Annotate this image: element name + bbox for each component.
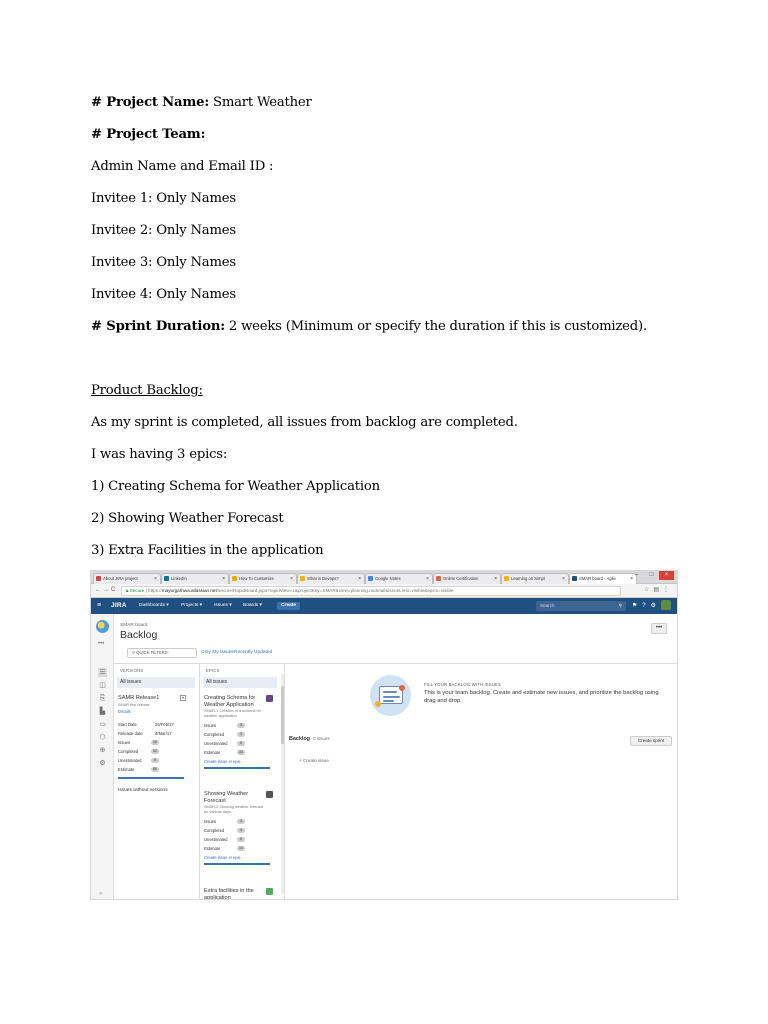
epic-title: Extra facilities in the application	[204, 888, 254, 900]
tab-label: About JIRA project	[103, 576, 138, 581]
stat-value: 4/Mar/17	[155, 731, 172, 737]
stat-label: Start Date	[118, 722, 137, 728]
sprint-duration-line	[91, 318, 647, 336]
create-issue-in-epic-link[interactable]: Create issue in epic	[204, 759, 241, 765]
more-actions-button[interactable]: •••	[651, 623, 667, 634]
stat-badge: 60	[153, 767, 157, 772]
stat-label: Unestimated	[118, 758, 142, 764]
admin-line: Admin Name and Email ID :	[91, 159, 274, 174]
jira-screenshot	[90, 570, 678, 900]
url-path: /secure/RapidBoard.jspa?rapidView=1&projectKey=SMAR&view=planning.nodetail&issueLimit=visible&epics=visible	[216, 588, 454, 593]
epic-stat-row	[204, 817, 276, 826]
tab-label: What is Devops?	[307, 576, 339, 581]
epic-progress-bar	[204, 767, 270, 769]
epics-panel	[200, 664, 285, 900]
version-stat-row	[118, 747, 196, 756]
browser-tab[interactable]	[501, 573, 569, 584]
version-stat-row	[118, 765, 196, 774]
stat-label: Unestimated	[204, 837, 228, 843]
epic-card[interactable]	[204, 695, 276, 769]
create-issue-in-epic-link[interactable]: Create issue in epic	[204, 855, 241, 861]
nav-dashboards[interactable]: Dashboards ▾	[139, 603, 169, 608]
epic-color-swatch[interactable]	[266, 791, 273, 798]
epic-stat-row	[204, 844, 276, 853]
stat-badge: 3	[237, 732, 245, 737]
all-issues-versions[interactable]: All issues	[117, 677, 195, 688]
epic-title: Showing Weather Forecast	[204, 791, 249, 804]
epic-list-item-2: 2) Showing Weather Forecast	[91, 511, 284, 526]
stat-badge: 0	[237, 741, 245, 746]
sprint-duration-value: 2 weeks (Minimum or specify the duration if this is customized).	[224, 319, 647, 334]
epic-stat-row	[204, 835, 276, 844]
tab-label: Online Certification	[443, 576, 479, 581]
epic-description: SMAR-2 Showing weather forecast for various days	[204, 805, 264, 814]
browser-tab[interactable]	[161, 573, 229, 584]
close-icon[interactable]: ×	[154, 576, 157, 582]
notifications-icon[interactable]: ⚑	[631, 603, 643, 609]
create-issue-link[interactable]: + Create issue	[299, 758, 329, 763]
epic-stat-row	[204, 730, 276, 739]
invitee-2: Invitee 2: Only Names	[91, 223, 236, 238]
tab-label: SMAR board - Agile	[579, 576, 616, 581]
gmail-icon	[96, 576, 101, 581]
lock-icon: 🔒︎	[126, 588, 130, 593]
epic-stat-row	[204, 721, 276, 730]
stat-label: Issues	[204, 723, 217, 729]
epics-header: EPICS	[206, 668, 220, 673]
epic-title: Creating Schema for Weather Application	[204, 695, 256, 708]
stat-badge: 0	[151, 758, 159, 763]
stat-label: Estimate	[118, 767, 135, 773]
window-close-icon[interactable]: ×	[659, 571, 674, 580]
epic-card[interactable]	[204, 888, 276, 900]
stat-label: Completed	[118, 749, 139, 755]
epic-color-swatch[interactable]	[266, 888, 273, 895]
version-description: SMAR first release	[118, 702, 150, 707]
stat-badge: 3	[237, 723, 245, 728]
jira-logo[interactable]: JIRA	[111, 602, 127, 609]
search-icon: ⚲	[618, 603, 622, 608]
backlog-icon[interactable]: ☰	[99, 669, 106, 676]
product-backlog-heading: Product Backlog:	[91, 383, 203, 398]
project-name-label: # Project Name:	[91, 95, 209, 110]
backlog-illustration-icon	[370, 675, 411, 716]
project-name-line	[91, 94, 312, 112]
stat-badge: 33	[239, 750, 243, 755]
search-placeholder: Search	[540, 603, 555, 608]
close-icon[interactable]: ×	[290, 576, 293, 582]
url-host: mayurgarhwa.atlassian.net	[161, 588, 217, 593]
stat-badge: 14	[239, 846, 243, 851]
paragraph-sprint-completed: As my sprint is completed, all issues from backlog are completed.	[91, 415, 518, 430]
versions-panel	[114, 664, 200, 900]
project-name-value: Smart Weather	[209, 95, 312, 110]
stat-label: Estimate	[204, 750, 221, 756]
stat-label: Unestimated	[204, 741, 228, 747]
tab-label: How To Customize	[239, 576, 274, 581]
browser-tab[interactable]	[93, 573, 161, 584]
jira-icon	[572, 576, 577, 581]
invitee-4: Invitee 4: Only Names	[91, 287, 236, 302]
releases-icon[interactable]: ⎘	[99, 695, 106, 702]
create-sprint-button[interactable]: Create sprint	[630, 736, 672, 746]
browser-tab[interactable]	[433, 573, 501, 584]
minimize-icon[interactable]: –	[634, 572, 639, 578]
epic-stat-row	[204, 739, 276, 748]
gear-icon[interactable]: ⚙	[650, 603, 661, 609]
sprint-duration-label: # Sprint Duration:	[91, 319, 225, 334]
version-card[interactable]	[118, 695, 196, 795]
nav-right-icons	[632, 598, 671, 614]
fill-backlog-heading: FILL YOUR BACKLOG WITH ISSUES	[424, 682, 502, 687]
tab-label: Learning on Simpl	[511, 576, 545, 581]
reports-icon[interactable]: ▙	[99, 708, 106, 715]
close-icon[interactable]: ×	[222, 576, 225, 582]
invitee-1: Invitee 1: Only Names	[91, 191, 236, 206]
search-input[interactable]	[536, 601, 626, 611]
invitee-3: Invitee 3: Only Names	[91, 255, 236, 270]
backlog-pane	[285, 664, 678, 900]
stat-badge: 4	[237, 819, 245, 824]
issues-icon[interactable]: ▭	[99, 721, 106, 728]
version-stat-row	[118, 738, 196, 747]
epics-scrollbar[interactable]	[281, 674, 284, 894]
epic-color-swatch[interactable]	[266, 695, 273, 702]
stat-badge: 4	[237, 828, 245, 833]
close-icon[interactable]: ×	[630, 576, 633, 582]
page-icon	[232, 576, 237, 581]
versions-header: VERSIONS	[120, 668, 144, 673]
nav-issues[interactable]: Issues ▾	[214, 603, 232, 608]
only-my-issues-filter[interactable]: Only My Issues	[201, 650, 234, 655]
url-field[interactable]: 🔒︎ Secure | https://mayurgarhwa.atlassian.net/secure/RapidBoard.jspa?rapidView=1&projectKey=SMAR&view=planning.nodetail&issueLimit=visible&epics=visible	[121, 586, 621, 596]
issues-without-versions[interactable]: Issues without versions	[118, 788, 168, 794]
settings-icon[interactable]: ⚙	[99, 760, 106, 767]
backlog-label: Backlog	[289, 736, 310, 742]
stat-label: Estimate	[204, 846, 221, 852]
project-team-label: # Project Team:	[91, 127, 206, 142]
scrollbar-thumb[interactable]	[281, 686, 284, 744]
chevron-down-icon[interactable]: ▾	[181, 695, 184, 700]
paragraph-epic-count: I was having 3 epics:	[91, 447, 228, 462]
close-icon[interactable]: ×	[426, 576, 429, 582]
secure-label: Secure	[129, 588, 145, 593]
maximize-icon[interactable]: □	[649, 572, 654, 578]
stat-badge: 12	[153, 749, 157, 754]
tab-label: Google Notes	[375, 576, 401, 581]
expand-sidebar-icon[interactable]: »	[99, 891, 103, 897]
window-controls	[629, 571, 674, 581]
fill-backlog-text: This is your team backlog. Create and estimate new issues, and prioritize the backlog using drag and drop.	[424, 690, 659, 704]
version-stat-row	[118, 756, 196, 765]
epic-progress-bar	[204, 863, 270, 865]
browser-tab[interactable]	[297, 573, 365, 584]
epic-list-item-1: 1) Creating Schema for Weather Application	[91, 479, 380, 494]
browser-tab[interactable]	[365, 573, 433, 584]
page-icon	[300, 576, 305, 581]
close-icon[interactable]: ×	[562, 576, 565, 582]
close-icon[interactable]: ×	[494, 576, 497, 582]
browser-nav-icons[interactable]: ←→C	[95, 587, 118, 593]
epic-list-item-3: 3) Extra Facilities in the application	[91, 543, 324, 558]
all-issues-epics[interactable]: All issues	[203, 677, 277, 688]
page-header	[120, 623, 157, 641]
jira-top-nav	[91, 598, 677, 614]
epic-description: SMAR-1 Creation of a schema for weather application	[204, 709, 261, 718]
avatar[interactable]	[661, 600, 671, 610]
browser-tab-active[interactable]	[569, 573, 637, 584]
page-icon	[436, 576, 441, 581]
stat-badge: 12	[153, 740, 157, 745]
page-icon	[504, 576, 509, 581]
version-details-link[interactable]: Details	[118, 709, 131, 715]
epic-stat-row	[204, 748, 276, 757]
stat-label: Release date	[118, 731, 143, 737]
version-stat-row	[118, 720, 196, 729]
url-prefix: https://	[148, 588, 162, 593]
version-stat-row	[118, 729, 196, 738]
empty-backlog-banner	[370, 670, 670, 724]
quick-filters-label: QUICK FILTERS:	[136, 650, 169, 655]
browser-tab[interactable]	[229, 573, 297, 584]
backlog-section-header	[289, 736, 330, 742]
epic-stat-row	[204, 826, 276, 835]
page-title: Backlog	[120, 629, 158, 641]
help-icon[interactable]: ?	[642, 603, 651, 609]
more-icon[interactable]: •••	[98, 641, 105, 647]
address-bar	[91, 584, 677, 598]
backlog-issue-count: 0 issues	[312, 736, 330, 741]
tab-label: LinkedIn	[171, 576, 187, 581]
project-sidebar	[91, 614, 114, 900]
create-button[interactable]: Create	[277, 602, 300, 610]
stat-label: Completed	[204, 828, 225, 834]
google-icon	[368, 576, 373, 581]
board-icon[interactable]: ◫	[99, 682, 106, 689]
epic-card[interactable]	[204, 791, 276, 865]
quick-filters-search[interactable]	[127, 648, 197, 658]
linkedin-icon	[164, 576, 169, 581]
nav-projects[interactable]: Projects ▾	[181, 603, 203, 608]
stat-value: 26/Feb/17	[155, 722, 174, 728]
stat-label: Completed	[204, 732, 225, 738]
search-icon: ⚲	[132, 650, 137, 655]
menu-icon[interactable]: ≡	[97, 602, 102, 609]
add-item-icon[interactable]: ⊕	[99, 747, 106, 754]
version-name: SAMR Release1	[118, 695, 160, 701]
board-name[interactable]: SMAR board	[120, 623, 148, 628]
components-icon[interactable]: ⬡	[99, 734, 106, 741]
close-icon[interactable]: ×	[358, 576, 361, 582]
project-avatar-icon[interactable]	[96, 620, 109, 633]
stat-badge: 0	[237, 837, 245, 842]
stat-label: Issues	[118, 740, 131, 746]
browser-tab-strip	[91, 571, 677, 584]
recently-updated-filter[interactable]: Recently Updated	[234, 650, 273, 655]
stat-label: Issues	[204, 819, 217, 825]
browser-tool-icons[interactable]: ☆▤⋮	[643, 587, 673, 593]
nav-boards[interactable]: Boards ▾	[243, 603, 262, 608]
